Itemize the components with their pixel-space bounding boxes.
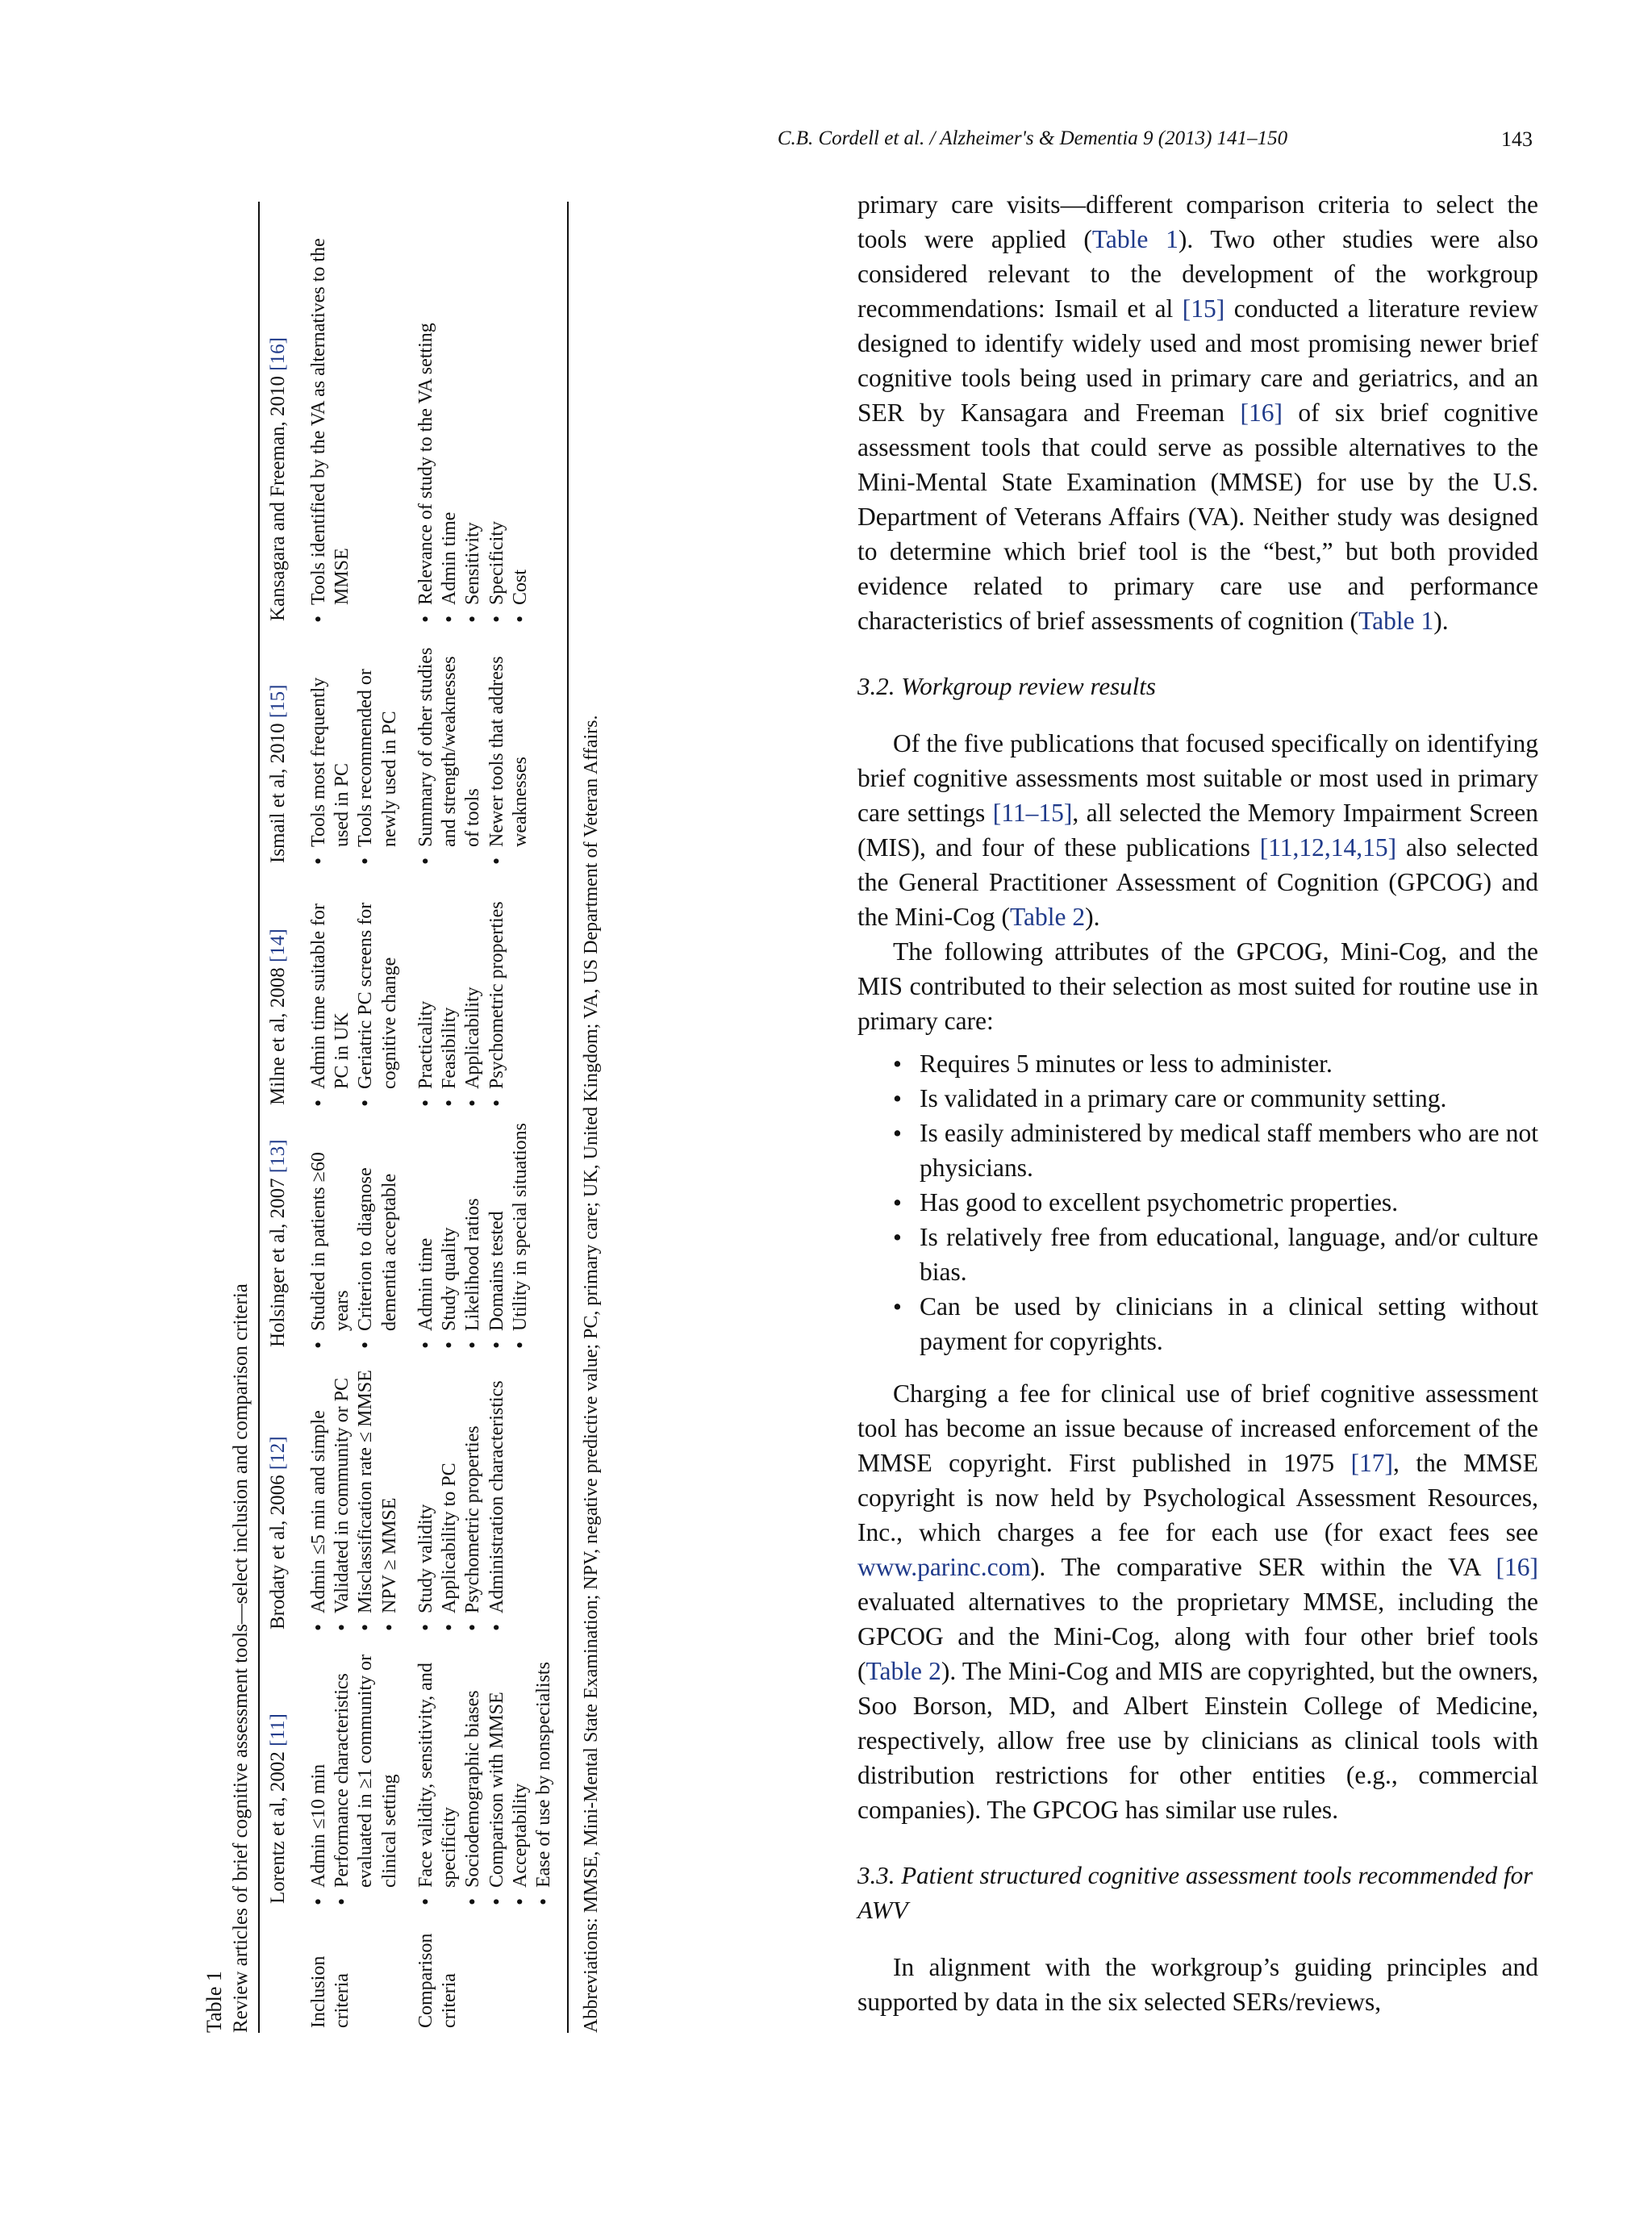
table-cell-item: • Psychometric properties	[461, 1363, 485, 1633]
table-header-empty	[260, 1912, 302, 2033]
table-cell	[302, 1638, 410, 1912]
table-cell	[302, 1113, 410, 1355]
table-cell-item: • Admin ≤10 min	[307, 1646, 331, 1907]
list-item: • Has good to excellent psychometric properties.	[893, 1185, 1538, 1220]
table-cell-item: • Sensitivity	[461, 210, 485, 624]
paragraph-2: Of the five publications that focused specifically on identifying brief cognitive assessments most suitable or most used in primary care settings [11–15], all selected the Memory Impairment Screen (MIS), and four of these publications [11,12,14,15] also selected the General Practitioner Assessment of Cognition (GPCOG) and the Mini-Cog (Table 2).	[857, 729, 1539, 931]
table-cell-item: • Studied in patients ≥60 years	[307, 1121, 355, 1350]
table-cell-item: • Practicality	[415, 879, 438, 1108]
list-item: • Is relatively free from educational, language, and/or culture bias.	[893, 1220, 1538, 1289]
table-cell-item: • Study validity	[415, 1363, 438, 1633]
table-cell-item: • Ease of use by nonspecialists	[532, 1646, 556, 1907]
table-cell-item: • Admin time suitable for PC in UK	[307, 879, 355, 1108]
table-cell-item: • Tools recommended or newly used in PC	[354, 637, 402, 866]
table-cell-item: • Feasibility	[438, 879, 461, 1108]
table-ref-link[interactable]: Table 1	[1091, 225, 1179, 253]
table-cell-item: • Likelihood ratios	[461, 1121, 485, 1350]
citation-link[interactable]: [11,12,14,15]	[1259, 833, 1397, 862]
table-cell-item: • Misclassification rate ≤ MMSE	[354, 1363, 378, 1633]
table-column-header: Lorentz et al, 2002 [11]	[267, 1713, 290, 1904]
table-cell-item: • Tools identified by the VA as alternatives to the MMSE	[307, 210, 355, 624]
citation-link[interactable]: [16]	[1496, 1553, 1538, 1581]
table-grid	[260, 202, 564, 2033]
table-cell-item: • Acceptability	[509, 1646, 532, 1907]
table-cell-item: • Study quality	[438, 1121, 461, 1350]
table-cell-item: • Administration characteristics	[486, 1363, 509, 1633]
table-cell-item: • Comparison with MMSE	[486, 1646, 509, 1907]
table-cell-item: • Geriatric PC screens for cognitive change	[354, 879, 402, 1108]
table-cell	[410, 1113, 565, 1355]
table-cell-item: • Summary of other studies and strength/weaknesses of tools	[415, 637, 486, 866]
section-heading-3-2: 3.2. Workgroup review results	[857, 672, 1156, 700]
table-cell-item: • Admin time	[415, 1121, 438, 1350]
citation-link[interactable]: [17]	[1350, 1449, 1394, 1477]
list-item: • Is validated in a primary care or community setting.	[893, 1081, 1538, 1116]
table-cell	[302, 629, 410, 871]
table-1	[202, 202, 686, 2033]
paragraph-1: primary care visits—different comparison criteria to select the tools were applied (Table 1). Two other studies were also considered relevant to the development of the workgroup recommendations: Ismail et al [15] conducted a literature review designed to identify widely used and most promising newer brief cognitive tools being used in primary care and geriatrics, and an SER by Kansagara and Freeman [16] of six brief cognitive assessment tools that could serve as possible alternatives to the Mini-Mental State Examination (MMSE) for use by the U.S. Department of Veterans Affairs (VA). Neither study was designed to determine which brief tool is the “best,” but both provided evidence related to primary care use and performance characteristics of brief assessments of cognition (Table 1).	[857, 190, 1538, 635]
external-link[interactable]: www.parinc.com	[857, 1553, 1031, 1581]
table-column-header: Brodaty et al, 2006 [12]	[267, 1436, 290, 1630]
paragraph-5: In alignment with the workgroup’s guiding principles and supported by data in the six selected SERs/reviews,	[857, 1953, 1538, 2016]
citation-link[interactable]: [14]	[267, 928, 290, 962]
table-cell-item: • Utility in special situations	[509, 1121, 532, 1350]
attribute-list	[857, 1046, 1538, 1358]
citation-link[interactable]: [15]	[267, 684, 290, 719]
table-cell-item: • Applicability	[461, 879, 485, 1108]
table-cell-item: • Cost	[509, 210, 532, 624]
table-cell	[410, 1355, 565, 1638]
citation-link[interactable]: [15]	[1182, 294, 1225, 323]
citation-link[interactable]: [16]	[267, 337, 290, 371]
paragraph-4: Charging a fee for clinical use of brief cognitive assessment tool has become an issue because of increased enforcement of the MMSE copyright. First published in 1975 [17], the MMSE copyright is now held by Psychological Assessment Resources, Inc., which charges a fee for each use (for exact fees see www.parinc.com). The comparative SER within the VA [16] evaluated alternatives to the proprietary MMSE, including the GPCOG and the Mini-Cog, along with four other brief tools (Table 2). The Mini-Cog and MIS are copyrighted, but the owners, Soo Borson, MD, and Albert Einstein College of Medicine, respectively, allow free use by clinicians as clinical tools with distribution restrictions for other entities (e.g., commercial companies). The GPCOG has similar use rules.	[857, 1379, 1538, 1824]
body-column	[857, 187, 1538, 2019]
table-cell-item: • NPV ≥ MMSE	[378, 1363, 402, 1633]
table-cell	[302, 202, 410, 629]
table-cell-item: • Sociodemographic biases	[461, 1646, 485, 1907]
table-cell-item: • Psychometric properties	[486, 879, 509, 1108]
table-cell-item: • Domains tested	[486, 1121, 509, 1350]
table-ref-link[interactable]: Table 2	[1010, 903, 1086, 931]
page-number: 143	[1501, 127, 1533, 151]
table-column-header: Ismail et al, 2010 [15]	[267, 684, 290, 863]
citation-link[interactable]: [12]	[267, 1436, 290, 1471]
section-heading-3-3: 3.3. Patient structured cognitive assessment tools recommended for AWV	[857, 1861, 1533, 1924]
paragraph-3: The following attributes of the GPCOG, Mini-Cog, and the MIS contributed to their selection as most suited for routine use in primary care:	[857, 937, 1538, 1035]
table-cell-item: • Admin ≤5 min and simple	[307, 1363, 331, 1633]
table-bottom-rule	[567, 202, 569, 2033]
table-cell	[410, 1638, 565, 1912]
table-cell-item: • Face validity, sensitivity, and specificity	[415, 1646, 462, 1907]
table-cell-item: • Tools most frequently used in PC	[307, 637, 355, 866]
table-abbreviations: Abbreviations: MMSE, Mini-Mental State Examination; NPV, negative predictive value; PC, primary care; UK, United Kingdom; VA, US Department of Veteran Affairs.	[581, 715, 603, 2033]
running-head: C.B. Cordell et al. / Alzheimer's & Dementia 9 (2013) 141–150	[777, 127, 1288, 149]
table-cell-item: • Criterion to diagnose dementia acceptable	[354, 1121, 402, 1350]
table-cell-item: • Newer tools that address weaknesses	[486, 637, 533, 866]
table-cell	[410, 629, 565, 871]
list-item: • Can be used by clinicians in a clinical setting without payment for copyrights.	[893, 1289, 1538, 1358]
table-cell-item: • Admin time	[438, 210, 461, 624]
table-ref-link[interactable]: Table 2	[866, 1657, 941, 1685]
list-item: • Is easily administered by medical staff members who are not physicians.	[893, 1116, 1538, 1185]
table-row-label: Comparison criteria	[415, 1933, 461, 2028]
citation-link[interactable]: [11–15]	[992, 799, 1073, 827]
table-cell-item: • Performance characteristics evaluated in ≥1 community or clinical setting	[331, 1646, 402, 1907]
table-cell	[302, 1355, 410, 1638]
list-item: • Requires 5 minutes or less to administer.	[893, 1046, 1538, 1081]
table-column-header: Kansagara and Freeman, 2010 [16]	[267, 337, 290, 621]
table-ref-link[interactable]: Table 1	[1358, 607, 1434, 635]
citation-link[interactable]: [16]	[1240, 399, 1283, 427]
table-cell-item: • Applicability to PC	[438, 1363, 461, 1633]
table-column-header: Milne et al, 2008 [14]	[267, 928, 290, 1105]
table-label: Table 1	[202, 1971, 226, 2033]
table-caption: Review articles of brief cognitive assessment tools—select inclusion and comparison criteria	[229, 1283, 252, 2033]
citation-link[interactable]: [11]	[267, 1713, 290, 1746]
table-cell-item: • Specificity	[486, 210, 509, 624]
table-row-label: Inclusion criteria	[307, 1955, 353, 2028]
table-cell	[410, 202, 565, 629]
table-column-header: Holsinger et al, 2007 [13]	[267, 1139, 290, 1347]
citation-link[interactable]: [13]	[267, 1139, 290, 1174]
table-cell	[410, 871, 565, 1113]
table-cell-item: • Relevance of study to the VA setting	[415, 210, 438, 624]
table-cell	[302, 871, 410, 1113]
table-cell-item: • Validated in community or PC	[331, 1363, 354, 1633]
